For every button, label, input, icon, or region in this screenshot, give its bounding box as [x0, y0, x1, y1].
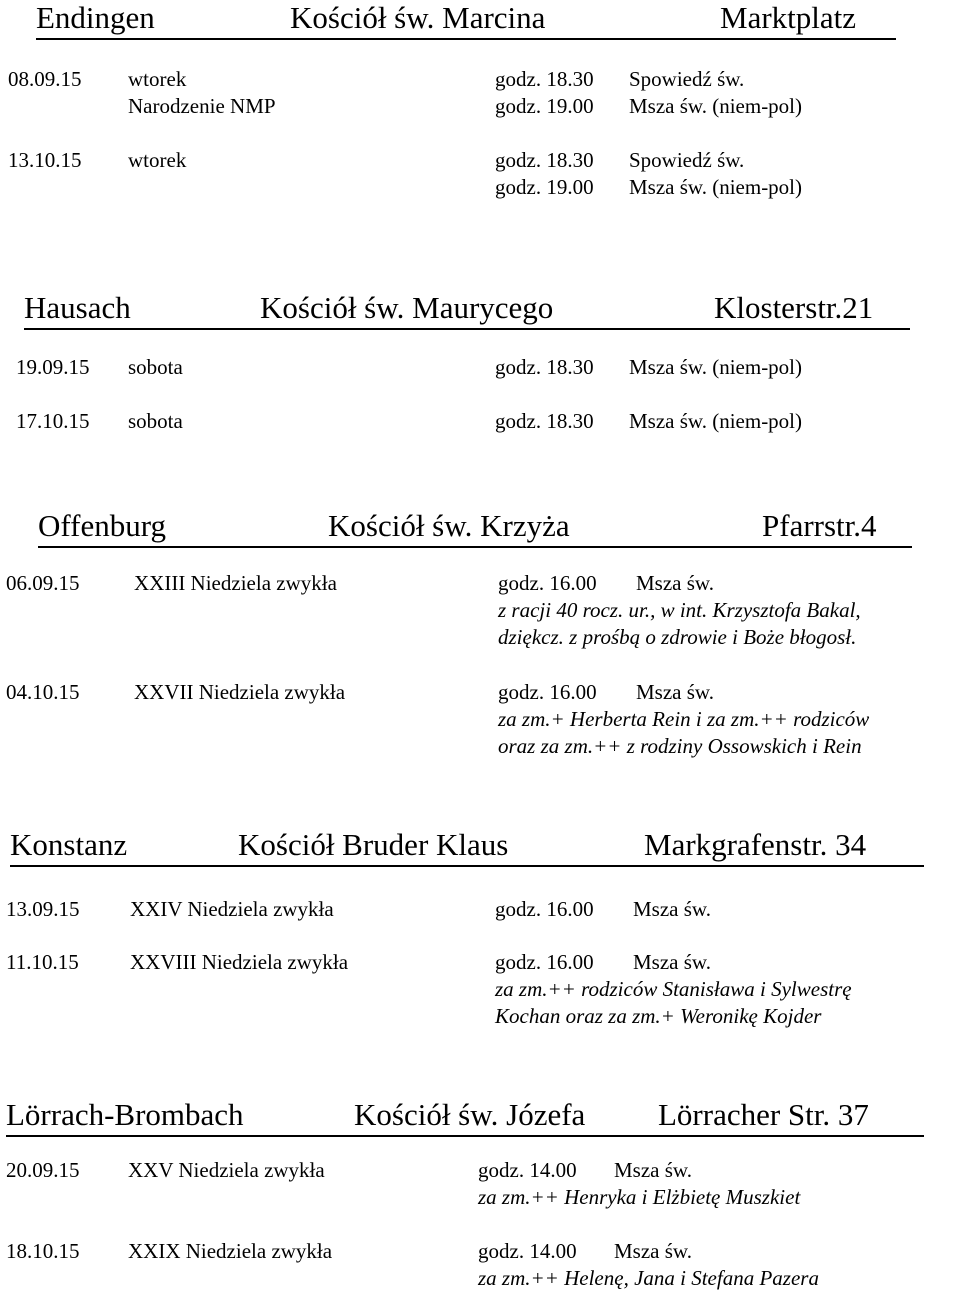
entry-day-extra: Narodzenie NMP	[128, 94, 276, 118]
section-header-offenburg	[38, 508, 912, 548]
intention-note: za zm.++ Helenę, Jana i Stefana Pazera	[478, 1266, 819, 1290]
church-address: Marktplatz	[720, 0, 857, 35]
entry-service: Spowiedź św.	[629, 67, 745, 91]
church-address: Pfarrstr.4	[762, 508, 877, 543]
entry-date: 13.09.15	[6, 897, 80, 921]
entry-service: Msza św. (niem-pol)	[629, 355, 803, 379]
intention-note: za zm.+ Herberta Rein i za zm.++ rodziców	[498, 707, 870, 731]
entry-date: 13.10.15	[8, 148, 82, 172]
church-address: Lörracher Str. 37	[658, 1097, 869, 1132]
section-header-konstanz	[10, 827, 924, 867]
entry-time: godz. 19.00	[495, 94, 594, 118]
church-name: Kościół Bruder Klaus	[238, 827, 509, 862]
intention-note: dziękcz. z prośbą o zdrowie i Boże błogosł.	[498, 625, 857, 649]
entry-date: 17.10.15	[16, 409, 90, 433]
entry-service: Msza św. (niem-pol)	[629, 409, 803, 433]
entry-day: XXIX Niedziela zwykła	[128, 1239, 333, 1263]
church-name: Kościół św. Krzyża	[328, 508, 570, 543]
entry-time: godz. 19.00	[495, 175, 594, 199]
entry-time: godz. 16.00	[498, 571, 597, 595]
intention-note: za zm.++ Henryka i Elżbietę Muszkiet	[478, 1185, 801, 1209]
entry-day: wtorek	[128, 67, 187, 91]
entry-day: sobota	[128, 409, 183, 433]
entry-day: sobota	[128, 355, 183, 379]
entry-service: Msza św.	[614, 1239, 692, 1263]
entry-service: Spowiedź św.	[629, 148, 745, 172]
entry-date: 08.09.15	[8, 67, 82, 91]
entry-time: godz. 16.00	[495, 897, 594, 921]
entry-service: Msza św.	[633, 950, 711, 974]
intention-note: za zm.++ rodziców Stanisława i Sylwestrę	[495, 977, 852, 1001]
entry-day: XXVIII Niedziela zwykła	[130, 950, 349, 974]
entry-service: Msza św. (niem-pol)	[629, 175, 803, 199]
city-name: Konstanz	[10, 827, 128, 862]
entry-day: XXVII Niedziela zwykła	[134, 680, 346, 704]
entry-service: Msza św.	[636, 680, 714, 704]
entry-date: 18.10.15	[6, 1239, 80, 1263]
entry-day: XXV Niedziela zwykła	[128, 1158, 325, 1182]
entry-time: godz. 18.30	[495, 355, 594, 379]
entry-time: godz. 18.30	[495, 148, 594, 172]
section-header-lorrach	[6, 1097, 924, 1137]
entry-service: Msza św. (niem-pol)	[629, 94, 803, 118]
intention-note: z racji 40 rocz. ur., w int. Krzysztofa Bakal,	[498, 598, 861, 622]
city-name: Hausach	[24, 290, 131, 325]
entry-day: XXIII Niedziela zwykła	[134, 571, 337, 595]
entry-time: godz. 14.00	[478, 1239, 577, 1263]
entry-day: wtorek	[128, 148, 187, 172]
city-name: Endingen	[36, 0, 155, 35]
church-address: Markgrafenstr. 34	[644, 827, 867, 862]
church-name: Kościół św. Józefa	[354, 1097, 586, 1132]
entry-date: 06.09.15	[6, 571, 80, 595]
city-name: Offenburg	[38, 508, 166, 543]
section-header-hausach	[24, 290, 910, 330]
entry-time: godz. 18.30	[495, 409, 594, 433]
entry-date: 04.10.15	[6, 680, 80, 704]
entry-time: godz. 16.00	[495, 950, 594, 974]
entry-date: 11.10.15	[6, 950, 79, 974]
section-header-endingen	[36, 0, 896, 40]
entry-service: Msza św.	[614, 1158, 692, 1182]
church-address: Klosterstr.21	[714, 290, 874, 325]
intention-note: oraz za zm.++ z rodziny Ossowskich i Rein	[498, 734, 862, 758]
entry-service: Msza św.	[636, 571, 714, 595]
entry-service: Msza św.	[633, 897, 711, 921]
entry-time: godz. 18.30	[495, 67, 594, 91]
intention-note: Kochan oraz za zm.+ Weronikę Kojder	[495, 1004, 822, 1028]
church-name: Kościół św. Marcina	[290, 0, 546, 35]
entry-day: XXIV Niedziela zwykła	[130, 897, 334, 921]
entry-date: 19.09.15	[16, 355, 90, 379]
entry-date: 20.09.15	[6, 1158, 80, 1182]
entry-time: godz. 14.00	[478, 1158, 577, 1182]
city-name: Lörrach-Brombach	[6, 1097, 244, 1132]
church-name: Kościół św. Maurycego	[260, 290, 554, 325]
entry-time: godz. 16.00	[498, 680, 597, 704]
